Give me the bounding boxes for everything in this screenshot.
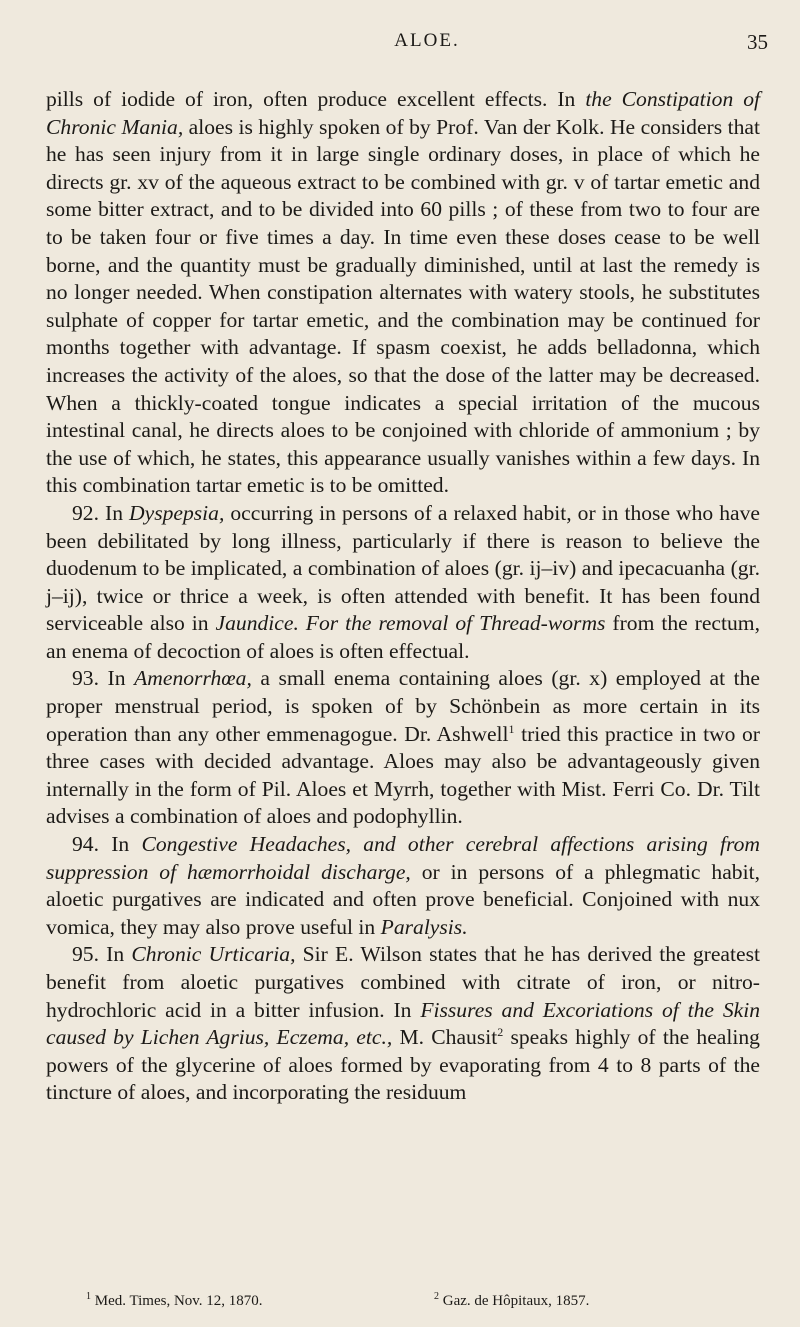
italic-term: Amenorrhœa, <box>134 666 252 691</box>
paragraph-92-dyspepsia <box>46 500 760 666</box>
footnote-text: Gaz. de Hôpitaux, 1857. <box>439 1293 590 1309</box>
footnote-ref: 2 <box>497 1025 504 1039</box>
italic-term: the Constipation of Chronic Mania, <box>46 87 760 139</box>
text-run: or in persons of a phlegmatic habit, aloetic purgatives are indicated and often prove beneficial. Conjoined with nux vomica, they may also prove useful in <box>46 859 760 939</box>
paragraph-constipation <box>46 86 760 500</box>
text-run: aloes is highly spoken of by Prof. Van der Kolk. He considers that he has seen injury from it in large single ordinary doses, in place of which he directs gr. xv of the aqueous extract to be combined with gr. v of tartar emetic and some bitter extract, and to be divided into 60 pills ; of these from two to four are to be taken four or five times a day. In time even these doses cease to be well borne, and the quantity must be gradually diminished, until at last the remedy is no longer needed. When constipation alternates with watery stools, he substitutes sulphate of copper for tartar emetic, and the combination may be continued for months together with advantage. If spasm coexist, he adds belladonna, which increases the activity of the aloes, so that the dose of the latter may be decreased. When a thickly-coated tongue indicates a special irritation of the mucous intestinal canal, he directs aloes to be conjoined with chloride of ammonium ; by the use of which, he states, this appearance usually vanishes within a few days. In this combination tartar emetic is to be omitted. <box>46 114 760 498</box>
footnote <box>86 1293 263 1310</box>
text-run: tried this practice in two or three cases with decided advantage. Aloes may also be advantageously given internally in the form of Pil. Aloes et Myrrh, together with Mist. Ferri Co. Dr. Tilt advises a combination of aloes and podophyllin. <box>46 721 760 829</box>
italic-term: Dyspepsia, <box>129 500 225 525</box>
text-run: 95. In <box>72 942 132 967</box>
paragraph-93-amenorrhoea <box>46 665 760 831</box>
text-run: a small enema containing aloes (gr. x) employed at the proper menstrual period, is spoken of by Schönbein as more certain in its operation than any other emmenagogue. Dr. Ashwell <box>46 666 760 746</box>
footnotes <box>66 1293 766 1315</box>
footnote <box>434 1293 589 1310</box>
page-number: 35 <box>747 30 768 54</box>
italic-term: Jaundice. For the removal of Thread-worms <box>215 611 606 636</box>
italic-term: Congestive Headaches, and other cerebral affections arising from suppression of hæmorrhoidal discharge, <box>46 832 760 884</box>
text-run: 94. In <box>72 832 142 857</box>
italic-term: Chronic Urticaria, <box>131 942 296 967</box>
footnote-text: Med. Times, Nov. 12, 1870. <box>91 1293 263 1309</box>
running-head: ALOE. <box>394 30 460 51</box>
page-header <box>46 30 768 56</box>
text-run: M. Chausit <box>392 1025 498 1050</box>
paragraph-94-headaches <box>46 831 760 941</box>
text-run: 92. In <box>72 500 130 525</box>
footnote-number: 1 <box>86 1291 91 1302</box>
paragraph-95-urticaria <box>46 941 760 1107</box>
text-run: 93. In <box>72 666 135 691</box>
footnote-number: 2 <box>434 1291 439 1302</box>
text-run: pills of iodide of iron, often produce excellent effects. In <box>46 87 586 111</box>
text-run: speaks highly of the healing powers of the glycerine of aloes formed by evaporating from 4 to 8 parts of the tincture of aloes, and incorporating the residuum <box>46 1025 760 1105</box>
footnote-ref: 1 <box>508 721 515 736</box>
text-run: occurring in persons of a relaxed habit, or in those who have been debilitated by long illness, particularly if there is reason to believe the duodenum to be implicated, a combination of aloes (gr. ij–iv) and ipecacuanha (gr. j–ij), twice or thrice a week, is often attended with benefit. It has been found serviceable also in <box>46 500 761 636</box>
text-run: Sir E. Wilson states that he has derived the greatest benefit from aloetic purgatives combined with citrate of iron, or nitro-hydrochloric acid in a bitter infusion. In <box>46 942 760 1022</box>
italic-term: Fissures and Excoriations of the Skin caused by Lichen Agrius, Eczema, etc., <box>46 997 760 1050</box>
text-run: from the rectum, an enema of decoction of aloes is often effectual. <box>46 611 760 663</box>
italic-term: Paralysis. <box>380 914 468 939</box>
body-text <box>46 86 760 1107</box>
